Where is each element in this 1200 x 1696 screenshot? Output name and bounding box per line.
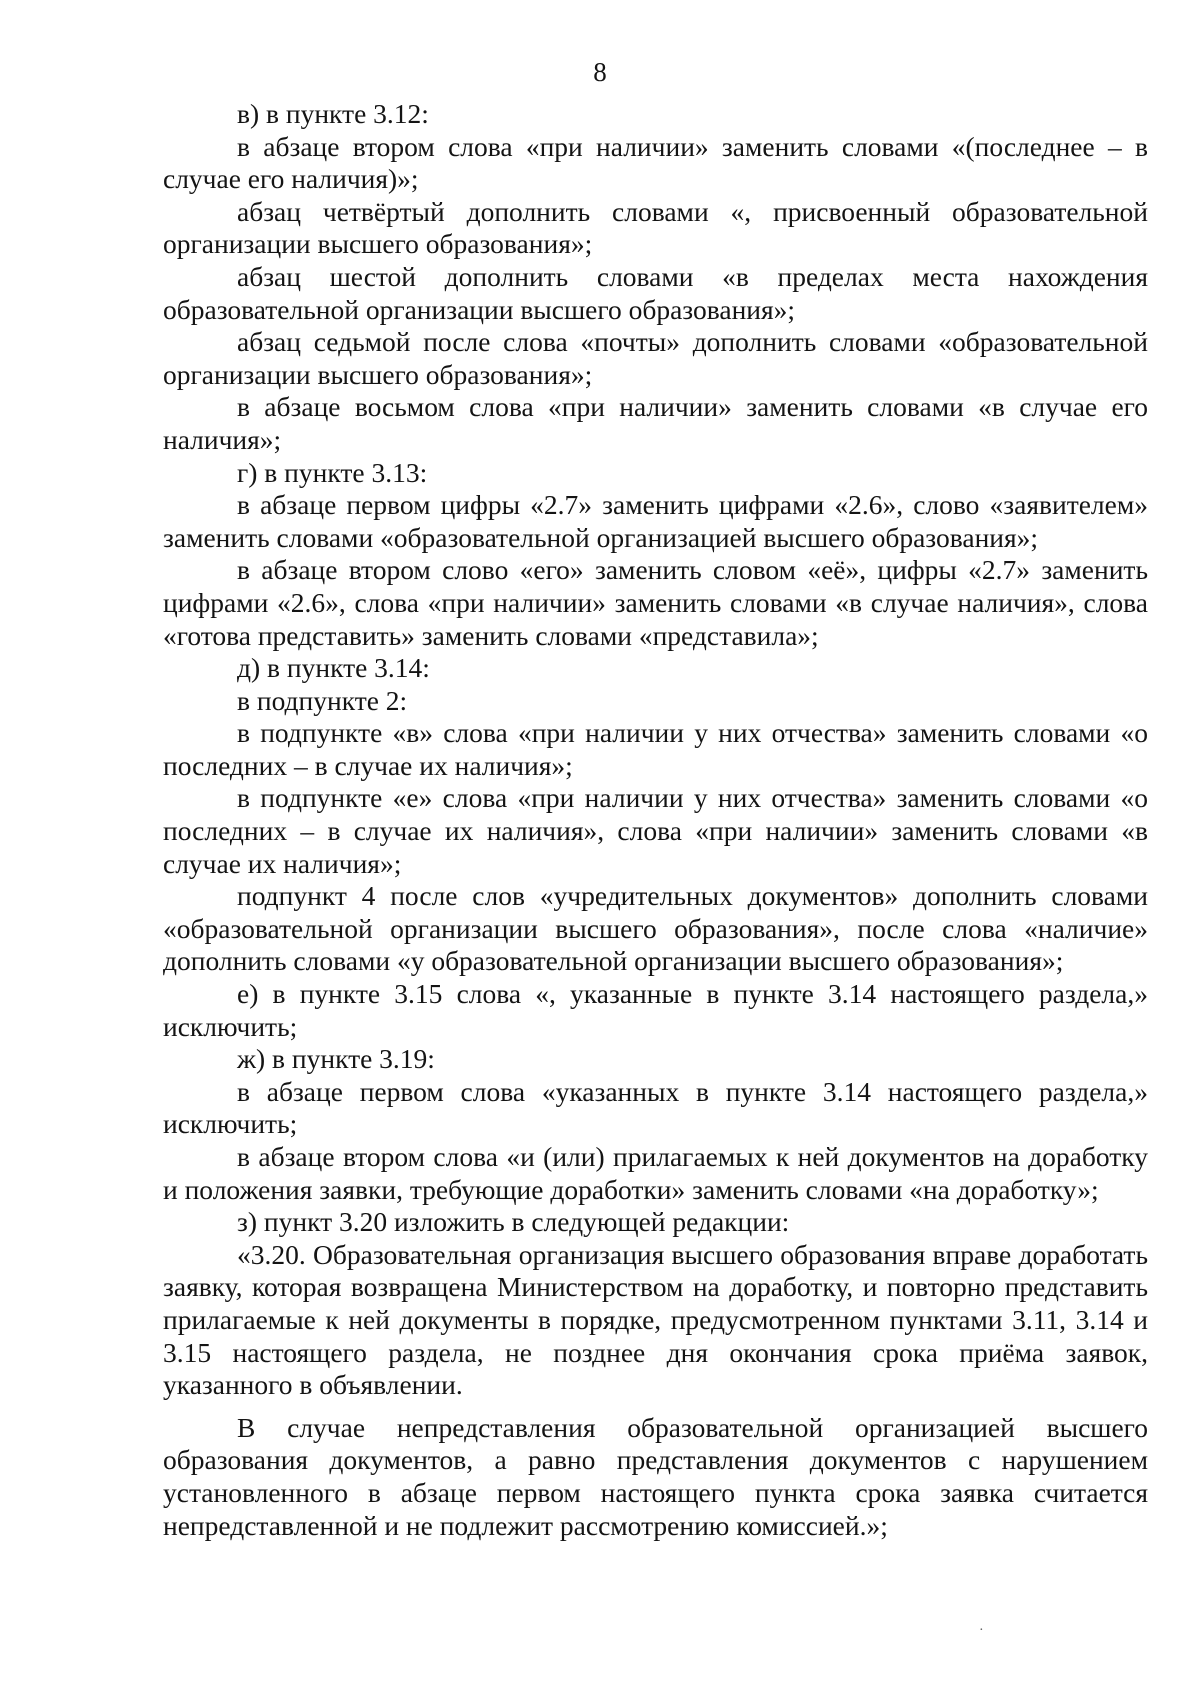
- paragraph-3-14-heading: д) в пункте 3.14:: [237, 652, 430, 684]
- paragraph: абзац четвёртый дополнить словами «, присвоенный образовательной организации высшего образования»;: [163, 195, 1148, 260]
- document-body: [163, 98, 1148, 1542]
- paragraph: в подпункте «е» слова «при наличии у них отчества» заменить словами «о последних – в случае их наличия», слова «при наличии» заменить словами «в случае их наличия»;: [163, 782, 1148, 879]
- paragraph-3-20-heading: з) пункт 3.20 изложить в следующей редакции:: [237, 1206, 790, 1238]
- quoted-paragraph-3-20-continuation: В случае непредставления образовательной организацией высшего образования документов, а равно представления документов с нарушением установленного в абзаце первом настоящего пункта срока заявка считается непредставленной и не подлежит рассмотрению комиссией.»;: [163, 1411, 1148, 1541]
- page-number: 8: [593, 57, 607, 87]
- paragraph: в абзаце первом цифры «2.7» заменить цифрами «2.6», слово «заявителем» заменить словами «образовательной организацией высшего образования»;: [163, 489, 1148, 553]
- paragraph-subpoint-2-heading: в подпункте 2:: [237, 684, 408, 716]
- paragraph: в подпункте «в» слова «при наличии у них отчества» заменить словами «о последних – в случае их наличия»;: [163, 717, 1148, 781]
- paragraph: в абзаце первом слова «указанных в пункте 3.14 настоящего раздела,» исключить;: [163, 1075, 1148, 1140]
- paragraph-3-15: е) в пункте 3.15 слова «, указанные в пункте 3.14 настоящего раздела,» исключить;: [163, 978, 1148, 1042]
- paragraph: в абзаце восьмом слова «при наличии» заменить словами «в случае его наличия»;: [163, 391, 1148, 455]
- paragraph: абзац шестой дополнить словами «в пределах места нахождения образовательной организации высшего образования»;: [163, 260, 1148, 325]
- quoted-paragraph-3-20: «3.20. Образовательная организация высшего образования вправе доработать заявку, которая возвращена Министерством на доработку, и повторно представить прилагаемые к ней документы в порядке, предусмотренном пунктами 3.11, 3.14 и 3.15 настоящего раздела, не позднее дня окончания срока приёма заявок, указанного в объявлении.: [163, 1238, 1148, 1401]
- scan-artifact-dot: ·: [979, 1623, 984, 1638]
- paragraph: в абзаце втором слово «его» заменить словом «её», цифры «2.7» заменить цифрами «2.6», слова «при наличии» заменить словами «в случае наличия», слова «готова представить» заменить словами «представила»;: [163, 554, 1148, 651]
- paragraph: в абзаце втором слова «при наличии» заменить словами «(последнее – в случае его наличия)»;: [163, 130, 1148, 195]
- paragraph-3-13-heading: г) в пункте 3.13:: [237, 456, 428, 488]
- paragraph: абзац седьмой после слова «почты» дополнить словами «образовательной организации высшего образования»;: [163, 326, 1148, 390]
- paragraph: подпункт 4 после слов «учредительных документов» дополнить словами «образовательной организации высшего образования», после слова «наличие» дополнить словами «у образовательной организации высшего образования»;: [163, 880, 1148, 977]
- paragraph: в абзаце втором слова «и (или) прилагаемых к ней документов на доработку и положения заявки, требующие доработки» заменить словами «на доработку»;: [163, 1141, 1148, 1205]
- paragraph-3-19-heading: ж) в пункте 3.19:: [237, 1043, 435, 1075]
- paragraph-3-12-heading: в) в пункте 3.12:: [237, 98, 429, 129]
